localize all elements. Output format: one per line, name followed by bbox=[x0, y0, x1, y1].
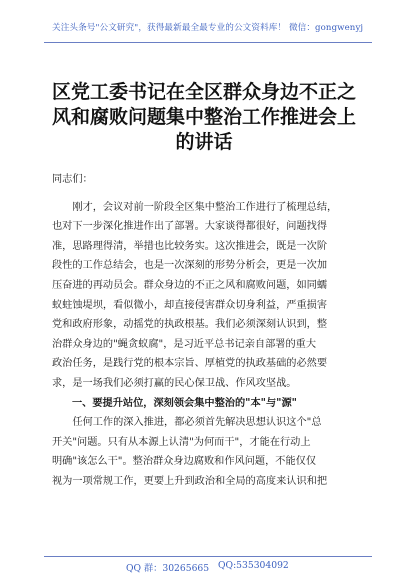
title-line: 的讲话 bbox=[175, 131, 233, 153]
title-line: 风和腐败问题集中整治工作推进会上 bbox=[51, 106, 356, 128]
text-line: 刚才，会议对前一阶段全区集中整治工作进行了梳理总结， bbox=[52, 201, 338, 213]
footer-qq: QQ:535304092 bbox=[218, 560, 289, 571]
text-line: 任何工作的深入推进，都必须首先解决思想认识这个"总 bbox=[52, 417, 322, 429]
paragraph-section1 bbox=[52, 413, 368, 491]
footer-qq-group: QQ 群：30265665 bbox=[126, 563, 210, 574]
text-line: 开关"问题。只有从本源上认清"为何而干"，才能在行动上 bbox=[52, 436, 311, 448]
document-body bbox=[52, 170, 368, 492]
page-header bbox=[0, 0, 408, 58]
text-line: 求，是一场我们必须打赢的民心保卫战、作风攻坚战。 bbox=[52, 377, 297, 389]
text-line: 压奋进的再动员会。群众身边的不正之风和腐败问题，如同蠕 bbox=[52, 279, 328, 291]
text-line: 段性的工作总结会，也是一次深刻的形势分析会，更是一次加 bbox=[52, 260, 328, 272]
salutation: 同志们： bbox=[52, 174, 93, 185]
text-line: 蚁蛀蚀堤坝，看似微小，却直接侵害群众切身利益，严重损害 bbox=[52, 299, 328, 311]
text-line: 治群众身边的"蝇贪蚁腐"，是习近平总书记亲自部署的重大 bbox=[52, 338, 317, 350]
footer-divider bbox=[44, 556, 372, 557]
header-notice: 关注头条号"公文研究"，获得最新最全最专业的公文资料库！ 微信：gongwenyj bbox=[52, 23, 364, 33]
header-divider bbox=[44, 42, 372, 43]
document-title bbox=[40, 80, 368, 155]
text-line: 党和政府形象，动摇党的执政根基。我们必须深刻认识到，整 bbox=[52, 319, 328, 331]
paragraph-opening bbox=[52, 198, 368, 394]
text-line: 明确"该怎么干"。整治群众身边腐败和作风问题，不能仅仅 bbox=[52, 456, 317, 468]
text-line: 视为一项常规工作，更要上升到政治和全局的高度来认识和把 bbox=[52, 475, 328, 487]
page-footer bbox=[0, 556, 408, 576]
text-line: 政治任务，是践行党的根本宗旨、厚植党的执政基础的必然要 bbox=[52, 358, 328, 370]
text-line: 也对下一步深化推进作出了部署。大家谈得都很好，问题找得 bbox=[52, 221, 328, 233]
title-line: 区党工委书记在全区群众身边不正之 bbox=[51, 81, 356, 103]
text-line: 准，思路理得清，举措也比较务实。这次推进会，既是一次阶 bbox=[52, 240, 328, 252]
section-heading: 一、要提升站位，深刻领会集中整治的"本"与"源" bbox=[72, 397, 297, 409]
